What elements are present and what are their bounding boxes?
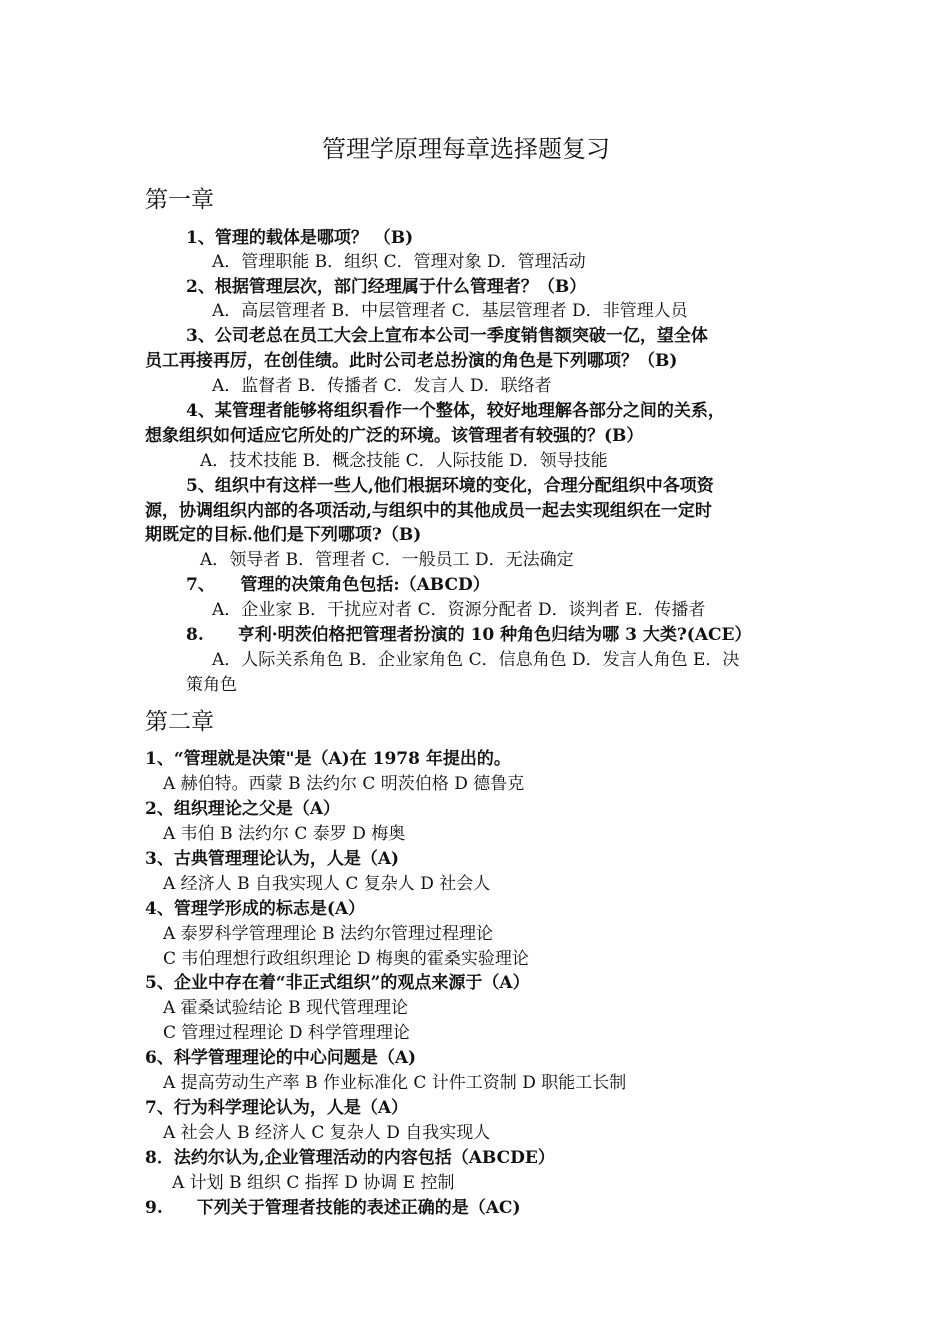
options-line: A．领导者 B．管理者 C．一般员工 D．无法确定 xyxy=(200,550,574,570)
question-line: 员工再接再厉，在创佳绩。此时公司老总扮演的角色是下列哪项？（B) xyxy=(145,351,678,371)
question-line: 3、公司老总在员工大会上宣布本公司一季度销售额突破一亿，望全体 xyxy=(186,326,708,346)
options-line: A．监督者 B．传播者 C．发言人 D．联络者 xyxy=(212,376,552,396)
options-line: A 经济人 B 自我实现人 C 复杂人 D 社会人 xyxy=(163,874,491,894)
document-title: 管理学原理每章选择题复习 xyxy=(322,135,610,163)
options-line: 策角色 xyxy=(186,675,237,695)
question-line: 8. 亨利·明茨伯格把管理者扮演的 10 种角色归结为哪 3 大类?(ACE） xyxy=(186,625,752,645)
options-line: A．人际关系角色 B．企业家角色 C．信息角色 D．发言人角色 E．决 xyxy=(212,650,740,670)
options-line: A 霍桑试验结论 B 现代管理理论 xyxy=(163,998,408,1018)
options-line: A．高层管理者 B．中层管理者 C．基层管理者 D．非管理人员 xyxy=(212,301,688,321)
options-line: A．技术技能 B．概念技能 C．人际技能 D．领导技能 xyxy=(200,451,608,471)
question-line: 2、根据管理层次，部门经理属于什么管理者？（B） xyxy=(186,277,587,297)
question-line: 1、“管理就是决策"是（A)在 1978 年提出的。 xyxy=(145,749,511,769)
question-line: 1、管理的载体是哪项？ （B) xyxy=(186,228,414,248)
options-line: C 管理过程理论 D 科学管理理论 xyxy=(163,1023,410,1043)
question-line: 5、组织中有这样一些人,他们根据环境的变化，合理分配组织中各项资 xyxy=(186,476,714,496)
options-line: A 计划 B 组织 C 指挥 D 协调 E 控制 xyxy=(172,1173,455,1193)
question-line: 期既定的目标.他们是下列哪项?（B) xyxy=(145,525,422,545)
options-line: A 赫伯特。西蒙 B 法约尔 C 明茨伯格 D 德鲁克 xyxy=(163,774,525,794)
options-line: A 韦伯 B 法约尔 C 泰罗 D 梅奥 xyxy=(163,824,406,844)
question-line: 6、科学管理理论的中心问题是（A) xyxy=(145,1048,417,1068)
question-line: 4、某管理者能够将组织看作一个整体，较好地理解各部分之间的关系， xyxy=(186,401,725,421)
options-line: A 提高劳动生产率 B 作业标准化 C 计件工资制 D 职能工长制 xyxy=(163,1073,627,1093)
question-line: 3、古典管理理论认为，人是（A) xyxy=(145,849,400,869)
question-line: 2、组织理论之父是（A） xyxy=(145,799,341,819)
question-line: 9. 下列关于管理者技能的表述正确的是（AC) xyxy=(145,1198,521,1218)
question-line: 7、行为科学理论认为，人是（A） xyxy=(145,1098,409,1118)
options-line: A 社会人 B 经济人 C 复杂人 D 自我实现人 xyxy=(163,1123,491,1143)
options-line: C 韦伯理想行政组织理论 D 梅奥的霍桑实验理论 xyxy=(163,949,529,969)
chapter-1-heading: 第一章 xyxy=(145,187,214,213)
question-line: 5、企业中存在着“非正式组织”的观点来源于（A） xyxy=(145,973,530,993)
options-line: A 泰罗科学管理理论 B 法约尔管理过程理论 xyxy=(163,924,493,944)
options-line: A．企业家 B．干扰应对者 C．资源分配者 D．谈判者 E．传播者 xyxy=(212,600,706,620)
question-line: 7、 管理的决策角色包括:（ABCD） xyxy=(186,575,490,595)
options-line: A．管理职能 B．组织 C．管理对象 D．管理活动 xyxy=(212,252,586,272)
question-line: 4、管理学形成的标志是(A） xyxy=(145,899,366,919)
question-line: 想象组织如何适应它所处的广泛的环境。该管理者有较强的？(B） xyxy=(145,426,644,446)
question-line: 源，协调组织内部的各项活动,与组织中的其他成员一起去实现组织在一定时 xyxy=(145,501,712,521)
chapter-2-heading: 第二章 xyxy=(145,709,214,735)
question-line: 8．法约尔认为,企业管理活动的内容包括（ABCDE） xyxy=(145,1148,555,1168)
